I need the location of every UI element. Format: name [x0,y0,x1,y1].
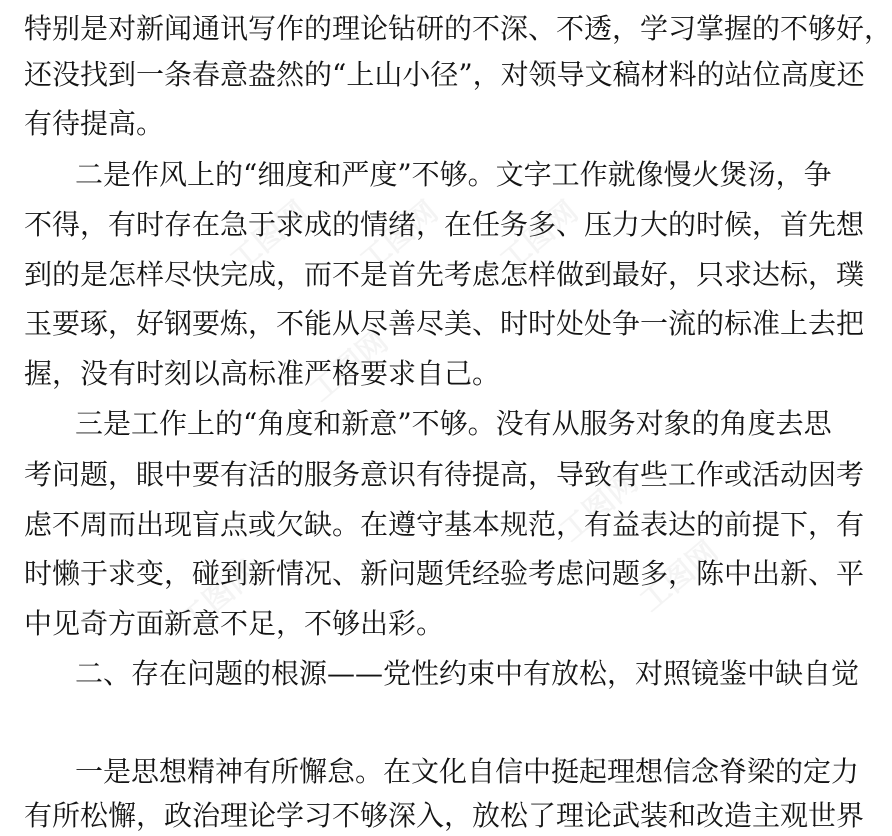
text-line: 还没找到一条春意盎然的“上山小径”，对领导文稿材料的站位高度还 [24,58,865,91]
text-line: 到的是怎样尽快完成，而不是首先考虑怎样做到最好，只求达标，璞 [24,258,865,291]
text-line: 玉要琢，好钢要炼，不能从尽善尽美、时时处处争一流的标准上去把 [24,307,865,340]
text-line: 考问题，眼中要有活的服务意识有待提高，导致有些工作或活动因考 [24,458,865,491]
text-line: 不得，有时存在急于求成的情绪，在任务多、压力大的时候，首先想 [24,208,865,241]
text-line: 一是思想精神有所懈怠。在文化自信中挺起理想信念脊梁的定力 [75,755,860,788]
text-line: 有所松懈，政治理论学习不够深入，放松了理论武装和改造主观世界 [24,799,865,832]
text-line: 时懒于求变，碰到新情况、新问题凭经验考虑问题多，陈中出新、平 [24,557,865,590]
text-line: 三是工作上的“角度和新意”不够。没有从服务对象的角度去思 [75,407,832,440]
text-line: 虑不周而出现盲点或欠缺。在遵守基本规范，有益表达的前提下，有 [24,508,865,541]
heading: 二、存在问题的根源——党性约束中有放松，对照镜鉴中缺自觉 [75,657,860,690]
text-line: 中见奇方面新意不足，不够出彩。 [24,607,445,640]
text-line: 特别是对新闻通讯写作的理论钻研的不深、不透，学习掌握的不够好， [24,12,892,45]
text-line: 有待提高。 [24,107,165,140]
text-line: 握，没有时刻以高标准严格要求自己。 [24,357,501,390]
text-line: 二是作风上的“细度和严度”不够。文字工作就像慢火煲汤，争 [75,158,832,191]
